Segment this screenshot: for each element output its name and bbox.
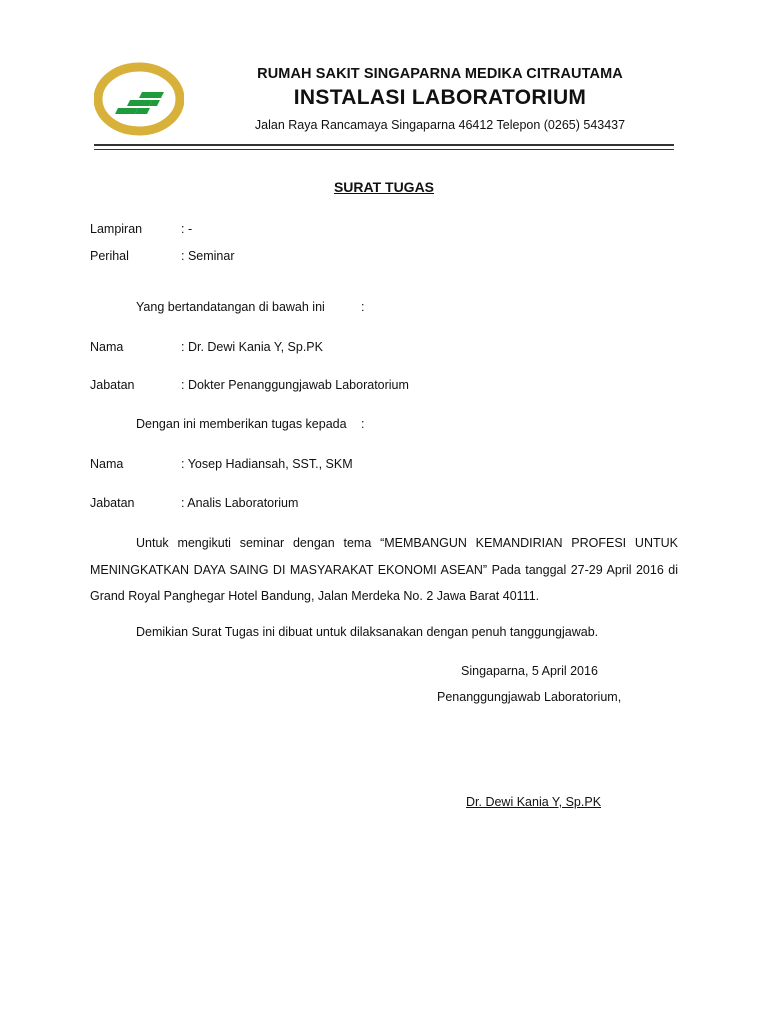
hospital-name: RUMAH SAKIT SINGAPARNA MEDIKA CITRAUTAMA	[257, 66, 623, 82]
signer-name-label: Nama	[90, 340, 124, 354]
letter-title: SURAT TUGAS	[333, 179, 435, 195]
hospital-logo-icon	[94, 62, 184, 136]
assign-intro: Dengan ini memberikan tugas kepada	[136, 417, 347, 431]
header-divider-thick	[94, 144, 674, 146]
body-paragraph	[90, 530, 678, 610]
lampiran-value: : -	[181, 222, 193, 236]
signer-intro: Yang bertandatangan di bawah ini	[136, 300, 325, 314]
signatory-role: Penanggungjawab Laboratorium,	[437, 690, 622, 704]
unit-name: INSTALASI LABORATORIUM	[293, 86, 587, 109]
assignee-name-value: : Yosep Hadiansah, SST., SKM	[181, 457, 353, 471]
signer-name-value: : Dr. Dewi Kania Y, Sp.PK	[181, 340, 323, 354]
place-date: Singaparna, 5 April 2016	[461, 664, 598, 678]
assign-intro-colon: :	[361, 417, 365, 431]
signatory-name: Dr. Dewi Kania Y, Sp.PK	[466, 795, 602, 809]
hospital-address: Jalan Raya Rancamaya Singaparna 46412 Telepon (0265) 543437	[254, 118, 626, 132]
perihal-value: : Seminar	[181, 249, 235, 263]
assignee-position-label: Jabatan	[90, 496, 135, 510]
lampiran-label: Lampiran	[90, 222, 143, 236]
body-paragraph-text: Untuk mengikuti seminar dengan tema “MEMBANGUN KEMANDIRIAN PROFESI UNTUK MENINGKATKAN DAYA SAING DI MASYARAKAT EKONOMI ASEAN” Pada tanggal 27-29 April 2016 di Grand Royal Panghegar Hotel Bandung, Jalan Merdeka No. 2 Jawa Barat 40111.	[90, 536, 678, 603]
signer-position-value: : Dokter Penanggungjawab Laboratorium	[181, 378, 409, 392]
assignee-name-label: Nama	[90, 457, 124, 471]
header-divider-thin	[94, 149, 674, 150]
closing-sentence: Demikian Surat Tugas ini dibuat untuk dilaksanakan dengan penuh tanggungjawab.	[136, 625, 599, 639]
signer-position-label: Jabatan	[90, 378, 135, 392]
perihal-label: Perihal	[90, 249, 129, 263]
signer-intro-colon: :	[361, 300, 365, 314]
assignee-position-value: : Analis Laboratorium	[181, 496, 299, 510]
